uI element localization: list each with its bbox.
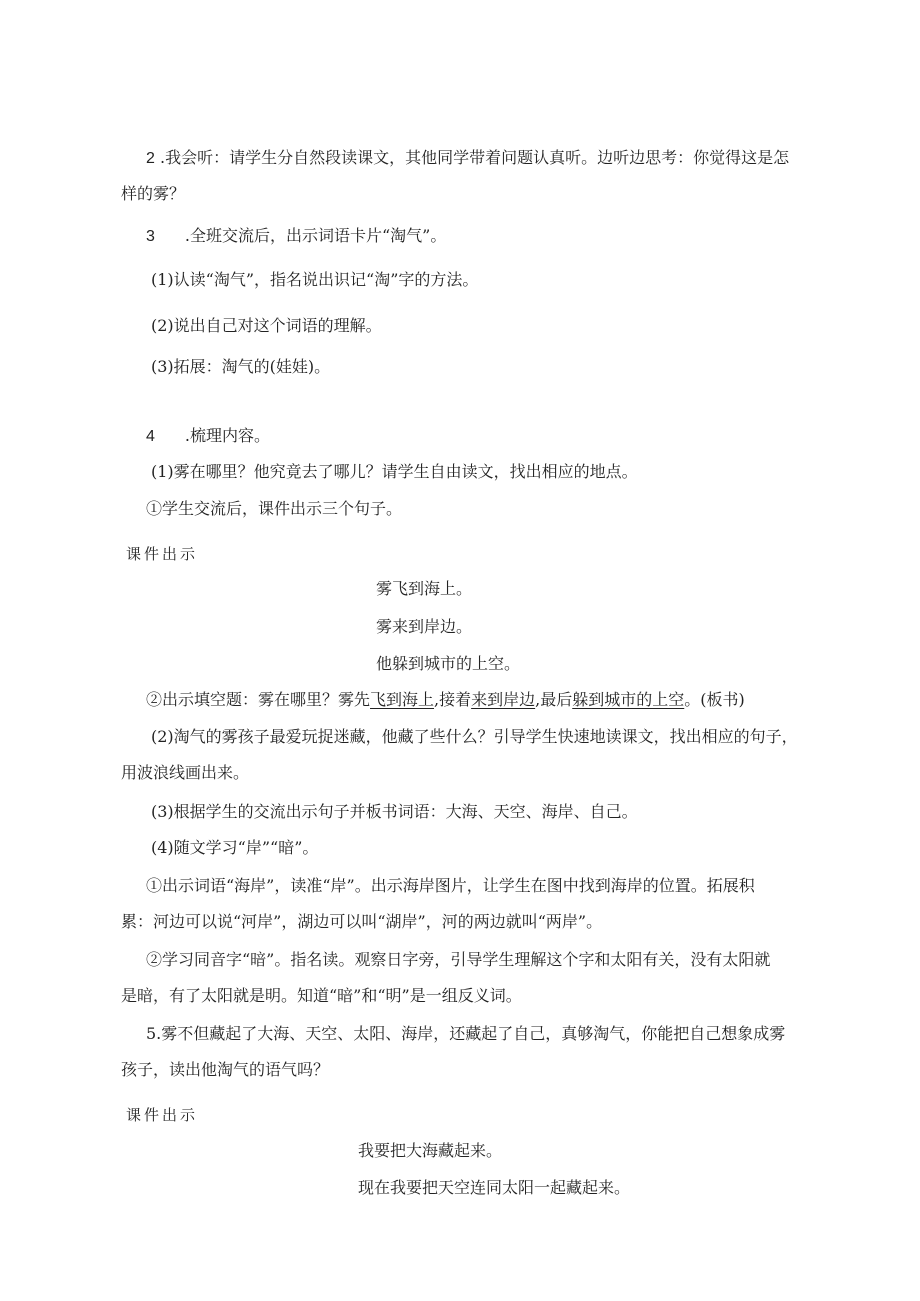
paragraph-3: 3 .全班交流后，出示词语卡片“淘气”。: [146, 226, 447, 245]
underlined-answer: 飞到海上: [370, 690, 435, 709]
underlined-answer: 躲到城市的上空: [572, 690, 685, 709]
courseware-sentence: 雾来到岸边。: [376, 617, 473, 636]
courseware-label: 课件出示: [126, 1106, 199, 1124]
question-3: (3)根据学生的交流出示句子并板书词语：大海、天空、海岸、自己。: [151, 802, 638, 821]
question-4-a-line-1: ①出示词语“海岸”，读准“岸”。出示海岸图片，让学生在图中找到海岸的位置。拓展积: [146, 876, 755, 895]
paragraph-number: 2: [146, 150, 155, 167]
underlined-answer: 来到岸边: [471, 690, 536, 709]
courseware-label: 课件出示: [126, 545, 199, 563]
question-4-a-line-2: 累：河边可以说“河岸”，湖边可以叫“湖岸”，河的两边就叫“两岸”。: [121, 912, 603, 931]
paragraph-2-line-2: 样的雾？: [121, 184, 186, 203]
question-4-b-line-1: ②学习同音字“暗”。指名读。观察日字旁，引导学生理解这个字和太阳有关，没有太阳就: [146, 950, 771, 969]
question-4: (4)随文学习“岸”“暗”。: [151, 838, 319, 857]
item-2: (2)说出自己对这个词语的理解。: [151, 316, 382, 335]
fill-in-blank-line: ②出示填空题：雾在哪里？雾先飞到海上,接着来到岸边,最后躲到城市的上空。(板书): [146, 690, 745, 709]
paragraph-5-line-2: 孩子，读出他淘气的语气吗？: [121, 1060, 330, 1079]
courseware-sentence: 他躲到城市的上空。: [376, 654, 521, 673]
question-4-b-line-2: 是暗，有了太阳就是明。知道“暗”和“明”是一组反义词。: [121, 986, 522, 1005]
item-1: (1)认读“淘气”，指名说出识记“淘”字的方法。: [151, 270, 479, 289]
courseware-sentence: 我要把大海藏起来。: [358, 1141, 503, 1160]
item-3: (3)拓展：淘气的(娃娃)。: [151, 357, 331, 376]
question-2-line-2: 用波浪线画出来。: [121, 763, 250, 782]
question-1: (1)雾在哪里？他究竟去了哪儿？请学生自由读文，找出相应的地点。: [151, 462, 638, 481]
question-1-answer: ①学生交流后，课件出示三个句子。: [146, 499, 403, 518]
courseware-sentence: 雾飞到海上。: [376, 579, 473, 598]
question-2-line-1: (2)淘气的雾孩子最爱玩捉迷藏，他藏了些什么？引导学生快速地读课文，找出相应的句子，: [151, 727, 798, 746]
courseware-sentence: 现在我要把天空连同太阳一起藏起来。: [358, 1178, 631, 1197]
paragraph-2-line-1: 2 .我会听：请学生分自然段读课文，其他同学带着问题认真听。边听边思考：你觉得这是怎: [146, 148, 790, 167]
paragraph-5-line-1: 5.雾不但藏起了大海、天空、太阳、海岸，还藏起了自己，真够淘气，你能把自己想象成雾: [146, 1024, 786, 1043]
paragraph-4: 4 .梳理内容。: [146, 426, 270, 445]
paragraph-number: 4: [146, 428, 155, 445]
paragraph-number: 3: [146, 228, 155, 245]
